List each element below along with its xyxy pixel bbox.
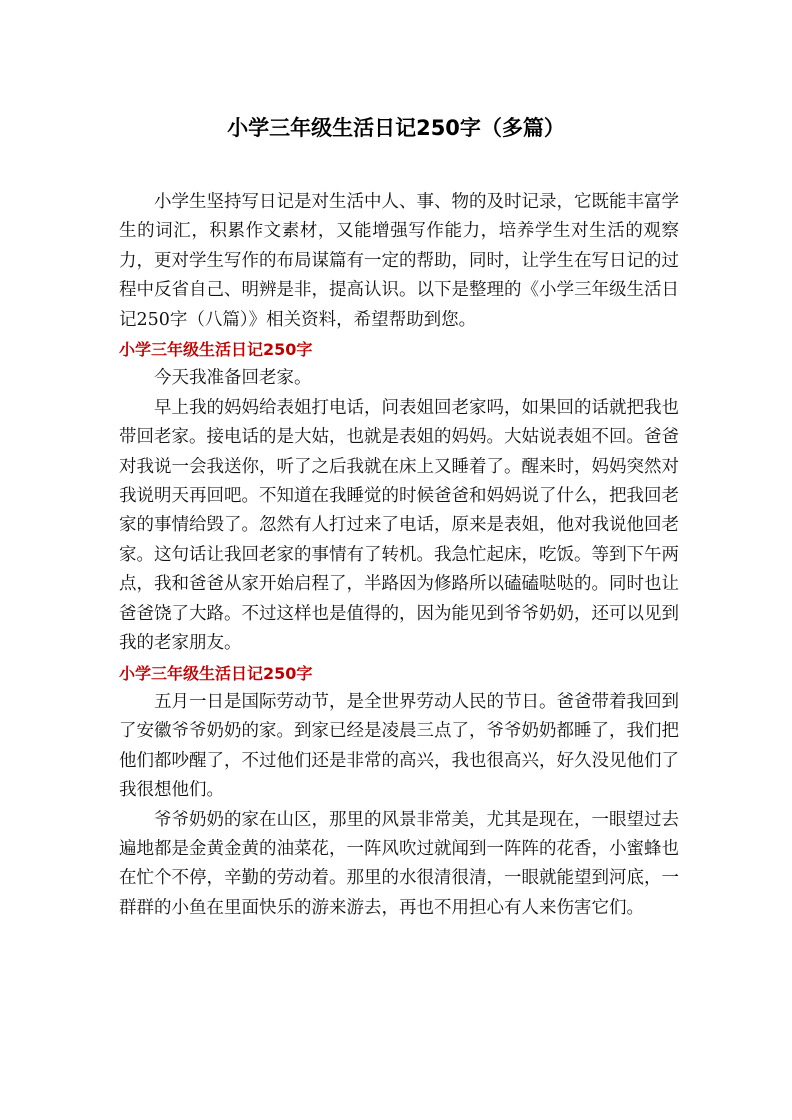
section-heading: 小学三年级生活日记250字: [119, 663, 313, 683]
section-paragraph: 早上我的妈妈给表姐打电话，问表姐回老家吗，如果回的话就把我也带回老家。接电话的是大姑，也就是表姐的妈妈。大姑说表姐不回。爸爸对我说一会我送你，听了之后我就在床上又睡着了。醒来时，妈妈突然对我说明天再回吧。不知道在我睡觉的时候爸爸和妈妈说了什么，把我回老家的事情给毁了。忽然有人打过来了电话，原来是表姐，他对我说他回老家。这句话让我回老家的事情有了转机。我急忙起床，吃饭。等到下午两点，我和爸爸从家开始启程了，半路因为修路所以磕磕哒哒的。同时也让爸爸饶了大路。不过这样也是值得的，因为能见到爷爷奶奶，还可以见到我的老家朋友。: [119, 397, 679, 654]
section-paragraph: 五月一日是国际劳动节，是全世界劳动人民的节日。爸爸带着我回到了安徽爷爷奶奶的家。到家已经是凌晨三点了，爷爷奶奶都睡了，我们把他们都吵醒了，不过他们还是非常的高兴，我也很高兴，好久没见他们了我很想他们。: [119, 691, 679, 801]
section-heading: 小学三年级生活日记250字: [119, 340, 313, 360]
section-paragraph: 今天我准备回老家。: [154, 368, 312, 389]
document-title: 小学三年级生活日记250字（多篇）: [227, 116, 565, 140]
intro-paragraph: 小学生坚持写日记是对生活中人、事、物的及时记录，它既能丰富学生的词汇，积累作文素材，又能增强写作能力，培养学生对生活的观察力，更对学生写作的布局谋篇有一定的帮助，同时，让学生在写日记的过程中反省自己、明辨是非，提高认识。以下是整理的《小学三年级生活日记250字（八篇）》相关资料，希望帮助到您。: [119, 192, 679, 330]
section-paragraph: 爷爷奶奶的家在山区，那里的风景非常美，尤其是现在，一眼望过去遍地都是金黄金黄的油菜花，一阵风吹过就闻到一阵阵的花香，小蜜蜂也在忙个不停，辛勤的劳动着。那里的水很清很清，一眼就能望到河底，一群群的小鱼在里面快乐的游来游去，再也不用担心有人来伤害它们。: [119, 809, 679, 918]
document-body: [119, 188, 679, 923]
